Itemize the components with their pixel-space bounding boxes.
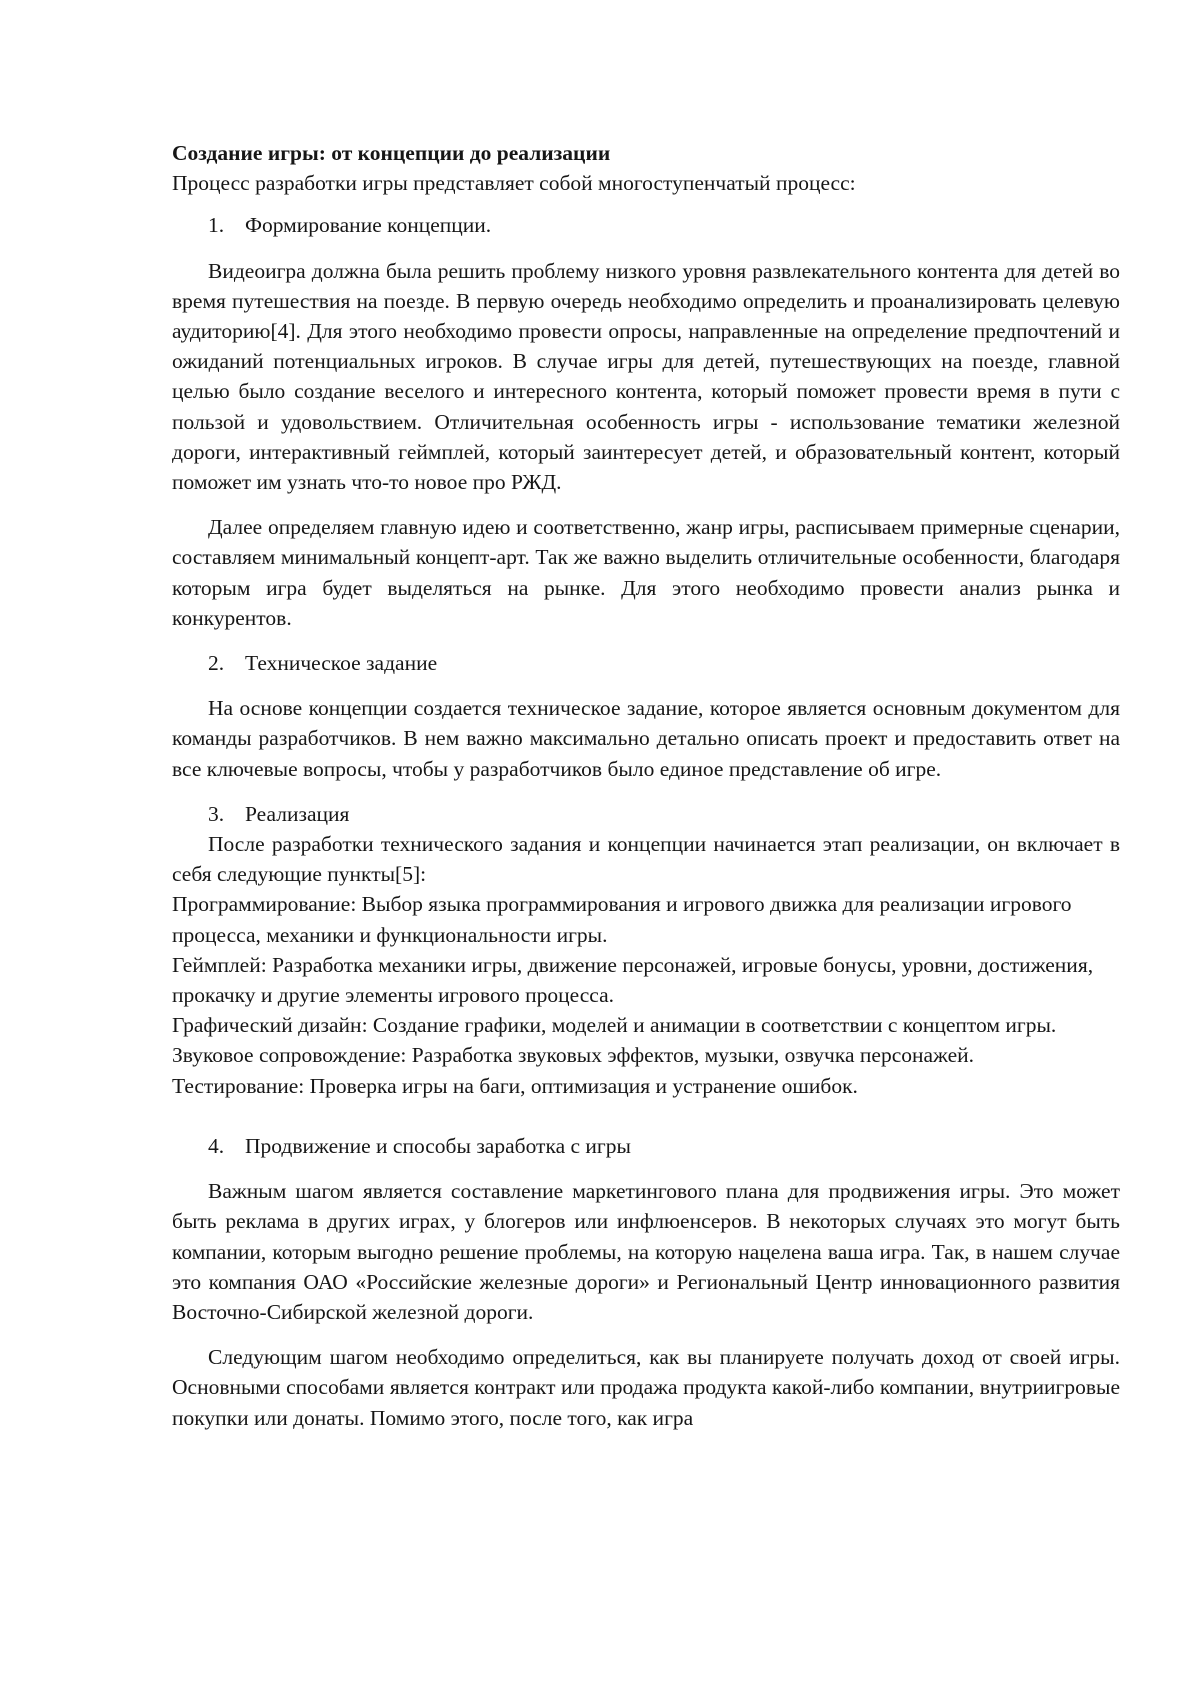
document-title: Создание игры: от концепции до реализации: [172, 141, 611, 165]
section-heading: [172, 648, 1120, 678]
section-title: Техническое задание: [245, 651, 438, 676]
document-page: [172, 138, 1120, 1433]
list-item: Звуковое сопровождение: Разработка звуковых эффектов, музыки, озвучка персонажей.: [172, 1043, 975, 1068]
section-title: Продвижение и способы заработка с игры: [245, 1133, 631, 1158]
section-heading: [172, 1131, 1120, 1161]
section-title: Формирование концепции.: [245, 213, 492, 238]
section-heading: [172, 210, 1120, 240]
paragraph: Следующим шагом необходимо определиться, как вы планируете получать доход от своей игры. Основными способами является контракт или продажа продукта какой-либо компании, внутриигровые покупки или донаты. Помимо этого, после того, как игра: [172, 1345, 1120, 1430]
paragraph: Важным шагом является составление маркетингового плана для продвижения игры. Это может быть реклама в других играх, у блогеров или инфлюенсеров. В некоторых случаях это могут быть компании, которым выгодно решение проблемы, на которую нацелена ваша игра. Так, в нашем случае это компания ОАО «Российские железные дороги» и Региональный Центр инновационного развития Восточно-Сибирской железной дороги.: [172, 1179, 1120, 1324]
section-title: Реализация: [245, 801, 350, 826]
section-number: 4.: [208, 1133, 225, 1158]
paragraph: На основе концепции создается техническое задание, которое является основным документом для команды разработчиков. В нем важно максимально детально описать проект и предоставить ответ на все ключевые вопросы, чтобы у разработчиков было единое представление об игре.: [172, 696, 1120, 781]
list-item: Графический дизайн: Создание графики, моделей и анимации в соответствии с концептом игры.: [172, 1013, 1057, 1038]
section-number: 2.: [208, 651, 225, 676]
document-lead: Процесс разработки игры представляет собой многоступенчатый процесс:: [172, 171, 856, 196]
section-heading: [172, 799, 1120, 829]
list-item: Геймплей: Разработка механики игры, движение персонажей, игровые бонусы, уровни, достижения, прокачку и другие элементы игрового процесса.: [172, 952, 1094, 1008]
section-number: 1.: [208, 213, 225, 238]
paragraph: Далее определяем главную идею и соответственно, жанр игры, расписываем примерные сценарии, составляем минимальный концепт-арт. Так же важно выделить отличительные особенности, благодаря которым игра будет выделяться на рынке. Для этого необходимо провести анализ рынка и конкурентов.: [172, 515, 1120, 630]
section-number: 3.: [208, 801, 225, 826]
paragraph: Видеоигра должна была решить проблему низкого уровня развлекательного контента для детей во время путешествия на поезде. В первую очередь необходимо определить и проанализировать целевую аудиторию[4]. Для этого необходимо провести опросы, направленные на определение предпочтений и ожиданий потенциальных игроков. В случае игры для детей, путешествующих на поезде, главной целью было создание веселого и интересного контента, который поможет провести время в пути с пользой и удовольствием. Отличительная особенность игры - использование тематики железной дороги, интерактивный геймплей, который заинтересует детей, и образовательный контент, который поможет им узнать что-то новое про РЖД.: [172, 258, 1120, 495]
list-item: Тестирование: Проверка игры на баги, оптимизация и устранение ошибок.: [172, 1073, 858, 1098]
paragraph: После разработки технического задания и концепции начинается этап реализации, он включает в себя следующие пункты[5]:: [172, 832, 1120, 887]
list-item: Программирование: Выбор языка программирования и игрового движка для реализации игрового процесса, механики и функциональности игры.: [172, 892, 1072, 947]
